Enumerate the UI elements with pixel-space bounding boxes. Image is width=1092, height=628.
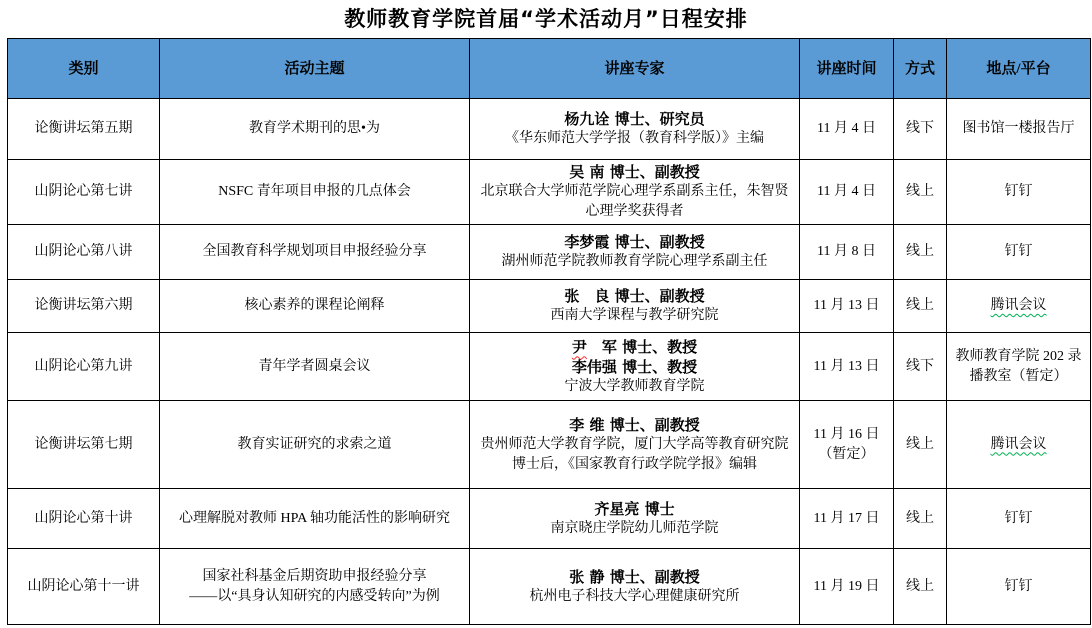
cell-time: 11 月 13 日 (800, 333, 894, 401)
cell-topic: 核心素养的课程论阐释 (160, 280, 470, 333)
cell-location: 钉钉 (947, 225, 1091, 280)
cell-time: 11 月 8 日 (800, 225, 894, 280)
cell-category: 论衡讲坛第五期 (8, 99, 160, 160)
cell-location: 钉钉 (947, 160, 1091, 225)
cell-expert: 李 维 博士、副教授 贵州师范大学教育学院，厦门大学高等教育研究院博士后，《国家教育行政学院学报》编辑 (470, 401, 800, 489)
cell-time: 11 月 4 日 (800, 99, 894, 160)
cell-category: 论衡讲坛第七期 (8, 401, 160, 489)
header-time: 讲座时间 (800, 39, 894, 99)
cell-expert: 李梦霞 博士、副教授 湖州师范学院教师教育学院心理学系副主任 (470, 225, 800, 280)
cell-time: 11 月 4 日 (800, 160, 894, 225)
cell-time: 11 月 17 日 (800, 489, 894, 549)
header-row (8, 39, 1091, 99)
cell-category: 论衡讲坛第六期 (8, 280, 160, 333)
cell-time: 11 月 13 日 (800, 280, 894, 333)
cell-topic: 教育学术期刊的思•为 (160, 99, 470, 160)
cell-location: 钉钉 (947, 549, 1091, 625)
cell-expert: 吴 南 博士、副教授 北京联合大学师范学院心理学系副系主任，朱智贤心理学奖获得者 (470, 160, 800, 225)
cell-category: 山阴论心第十讲 (8, 489, 160, 549)
cell-category: 山阴论心第十一讲 (8, 549, 160, 625)
cell-topic: 青年学者圆桌会议 (160, 333, 470, 401)
header-topic: 活动主题 (160, 39, 470, 99)
cell-topic: NSFC 青年项目申报的几点体会 (160, 160, 470, 225)
cell-mode: 线上 (894, 401, 947, 489)
table-row (8, 280, 1091, 333)
cell-expert: 尹 军 博士、教授 李伟强 博士、教授 宁波大学教师教育学院 (470, 333, 800, 401)
header-location: 地点/平台 (947, 39, 1091, 99)
cell-topic: 心理解脱对教师 HPA 轴功能活性的影响研究 (160, 489, 470, 549)
header-category: 类别 (8, 39, 160, 99)
cell-expert: 张 良 博士、副教授 西南大学课程与教学研究院 (470, 280, 800, 333)
cell-category: 山阴论心第九讲 (8, 333, 160, 401)
schedule-table (7, 38, 1091, 625)
cell-location: 腾讯会议 (947, 401, 1091, 489)
cell-expert: 张 静 博士、副教授 杭州电子科技大学心理健康研究所 (470, 549, 800, 625)
cell-location: 教师教育学院 202 录播教室（暂定） (947, 333, 1091, 401)
cell-location: 图书馆一楼报告厅 (947, 99, 1091, 160)
cell-category: 山阴论心第七讲 (8, 160, 160, 225)
cell-mode: 线上 (894, 489, 947, 549)
cell-topic: 教育实证研究的求索之道 (160, 401, 470, 489)
cell-expert: 杨九诠 博士、研究员 《华东师范大学学报（教育科学版）》主编 (470, 99, 800, 160)
table-row (8, 160, 1091, 225)
table-header (8, 39, 1091, 99)
cell-topic: 全国教育科学规划项目申报经验分享 (160, 225, 470, 280)
cell-mode: 线上 (894, 160, 947, 225)
cell-mode: 线上 (894, 280, 947, 333)
cell-mode: 线下 (894, 99, 947, 160)
header-mode: 方式 (894, 39, 947, 99)
cell-mode: 线下 (894, 333, 947, 401)
table-row (8, 549, 1091, 625)
cell-time: 11 月 16 日（暂定） (800, 401, 894, 489)
cell-mode: 线上 (894, 549, 947, 625)
cell-topic: 国家社科基金后期资助申报经验分享 ——以“具身认知研究的内感受转向”为例 (160, 549, 470, 625)
header-expert: 讲座专家 (470, 39, 800, 99)
cell-category: 山阴论心第八讲 (8, 225, 160, 280)
cell-mode: 线上 (894, 225, 947, 280)
table-row (8, 401, 1091, 489)
table-row (8, 333, 1091, 401)
cell-time: 11 月 19 日 (800, 549, 894, 625)
page-title: 教师教育学院首届“学术活动月”日程安排 (344, 7, 748, 31)
cell-expert: 齐星亮 博士 南京晓庄学院幼儿师范学院 (470, 489, 800, 549)
table-row (8, 489, 1091, 549)
table-body (8, 99, 1091, 625)
cell-location: 钉钉 (947, 489, 1091, 549)
cell-location: 腾讯会议 (947, 280, 1091, 333)
table-row (8, 99, 1091, 160)
table-row (8, 225, 1091, 280)
